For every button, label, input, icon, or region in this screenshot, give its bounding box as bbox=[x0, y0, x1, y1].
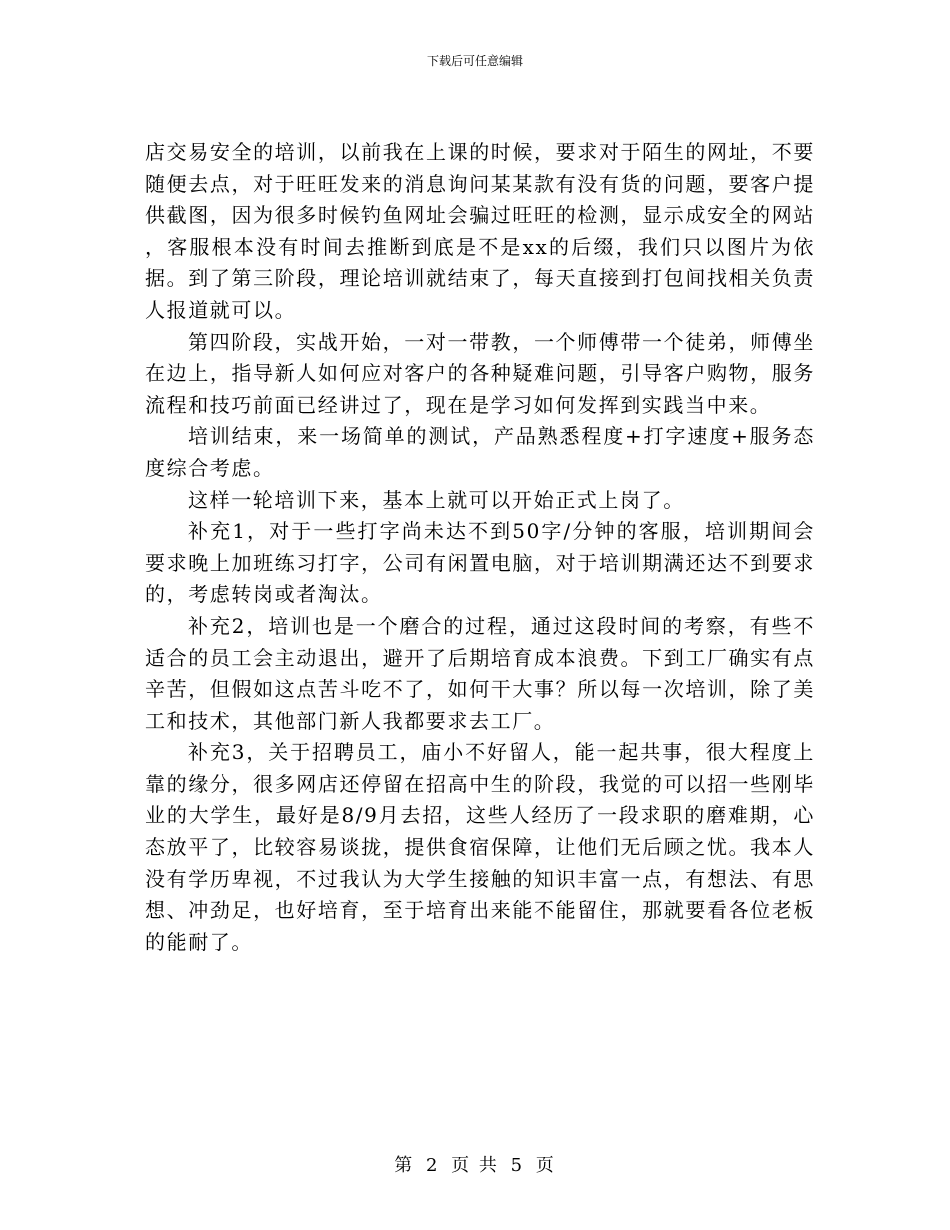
current-page: 2 bbox=[425, 1155, 440, 1176]
paragraph: 补充1，对于一些打字尚未达不到50字/分钟的客服，培训期间会要求晚上加班练习打字，公司有闲置电脑，对于培训期满还达不到要求的，考虑转岗或者淘汰。 bbox=[145, 519, 815, 607]
total-pages: 5 bbox=[510, 1155, 525, 1176]
page-number-middle: 页 共 bbox=[451, 1155, 499, 1176]
paragraph: 补充2，培训也是一个磨合的过程，通过这段时间的考察，有些不适合的员工会主动退出，避开了后期培育成本浪费。下到工厂确实有点辛苦，但假如这点苦斗吃不了，如何干大事？所以每一次培训，除了美工和技术，其他部门新人我都要求去工厂。 bbox=[145, 613, 815, 733]
paragraph: 店交易安全的培训，以前我在上课的时候，要求对于陌生的网址，不要随便去点，对于旺旺发来的消息询问某某款有没有货的问题，要客户提供截图，因为很多时候钓鱼网址会骗过旺旺的检测，显示成安全的网站，客服根本没有时间去推断到底是不是xx的后缀，我们只以图片为依据。到了第三阶段，理论培训就结束了，每天直接到打包间找相关负责人报道就可以。 bbox=[145, 140, 815, 322]
document-body bbox=[145, 137, 815, 958]
paragraph: 补充3，关于招聘员工，庙小不好留人，能一起共事，很大程度上靠的缘分，很多网店还停留在招高中生的阶段，我觉的可以招一些刚毕业的大学生，最好是8/9月去招，这些人经历了一段求职的磨难期，心态放平了，比较容易谈拢，提供食宿保障，让他们无后顾之忧。我本人没有学历卑视，不过我认为大学生接触的知识丰富一点，有想法、有思想、冲劲足，也好培育，至于培育出来能不能留住，那就要看各位老板的能耐了。 bbox=[145, 740, 815, 954]
page-number bbox=[0, 1154, 950, 1178]
header-text: 下载后可任意编辑 bbox=[426, 54, 523, 68]
page-number-prefix: 第 bbox=[394, 1155, 415, 1176]
page-number-suffix: 页 bbox=[535, 1155, 556, 1176]
paragraph: 第四阶段，实战开始，一对一带教，一个师傅带一个徒弟，师傅坐在边上，指导新人如何应对客户的各种疑难问题，引导客户购物，服务流程和技巧前面已经讲过了，现在是学习如何发挥到实践当中来。 bbox=[145, 329, 815, 417]
page-header bbox=[0, 53, 950, 69]
paragraph: 培训结束，来一场简单的测试，产品熟悉程度+打字速度+服务态度综合考虑。 bbox=[145, 424, 815, 480]
paragraph: 这样一轮培训下来，基本上就可以开始正式上岗了。 bbox=[188, 487, 685, 512]
